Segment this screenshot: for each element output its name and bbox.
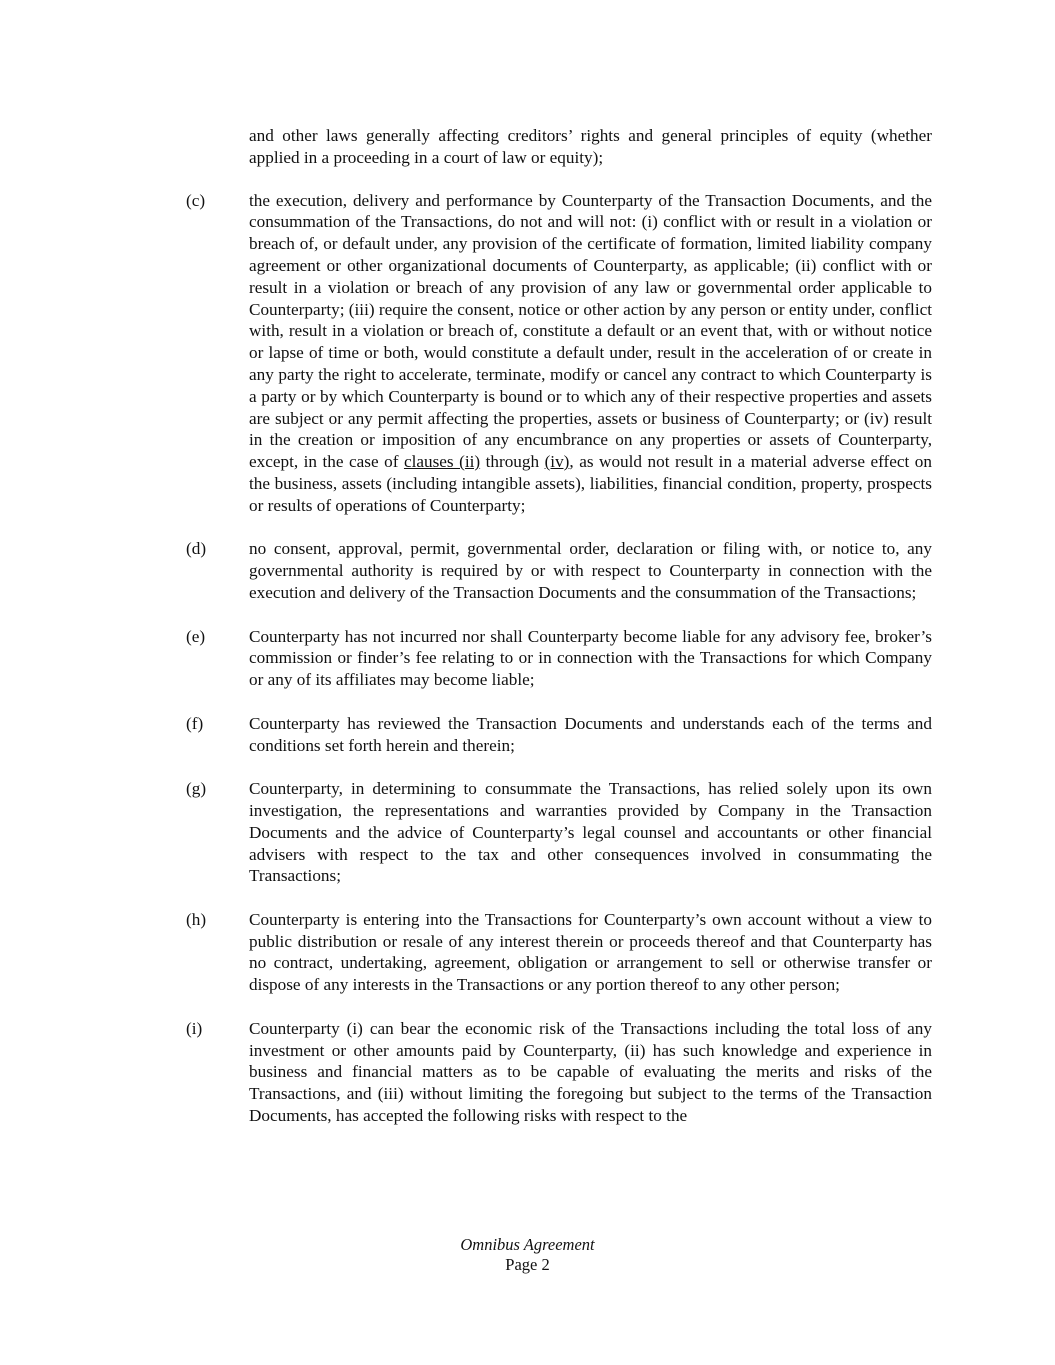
clause-text bbox=[249, 190, 932, 517]
clause-label: (h) bbox=[186, 909, 207, 929]
document-body bbox=[186, 125, 932, 1149]
clause-label: (e) bbox=[186, 626, 206, 646]
clause-text: Counterparty is entering into the Transactions for Counterparty’s own account without a view to public distribution or resale of any interest therein or proceeds thereof and that Counterparty has no contract, undertaking, agreement, obligation or arrangement to sell or otherwise transfer or dispose of any interests in the Transactions or any portion thereof to any other person; bbox=[249, 909, 932, 995]
continuation-paragraph: and other laws generally affecting creditors’ rights and general principles of equity (whether applied in a proceeding in a court of law or equity); bbox=[249, 126, 932, 167]
clause-d bbox=[186, 538, 932, 603]
clause-label: (c) bbox=[186, 190, 206, 210]
clause-reference: (iv) bbox=[544, 452, 570, 472]
clause-reference: clauses (ii) bbox=[403, 452, 481, 472]
clause-text: Counterparty, in determining to consummate the Transactions, has relied solely upon its own investigation, the representations and warranties provided by Company in the Transaction Documents and the advice of Counterparty’s legal counsel and accountants or other financial advisers with respect to the tax and other consequences involved in consummating the Transactions; bbox=[249, 779, 932, 886]
clause-text: Counterparty (i) can bear the economic risk of the Transactions including the total loss of any investment or other amounts paid by Counterparty, (ii) has such knowledge and experience in business and financial matters as to be capable of evaluating the merits and risks of the Transactions, and (iii) without limiting the foregoing but subject to the terms of the Transaction Documents, has accepted the following risks with respect to the bbox=[249, 1018, 932, 1126]
clause-text: Counterparty has reviewed the Transaction Documents and understands each of the terms and conditions set forth herein and therein; bbox=[249, 713, 932, 755]
clause-text-part: , as would not result in a material adverse effect on the business, assets (including intangible assets), liabilities, financial condition, property, prospects or results of operations of Counterparty; bbox=[249, 452, 932, 515]
clause-g bbox=[186, 778, 932, 887]
footer-document-title: Omnibus Agreement bbox=[460, 1235, 595, 1254]
clause-text-part: through bbox=[480, 452, 545, 472]
clause-h bbox=[186, 909, 932, 996]
footer-page-number: Page 2 bbox=[505, 1255, 550, 1274]
clause-text: no consent, approval, permit, governmental order, declaration or filing with, or notice to, any governmental authority is required by or with respect to Counterparty in connection with the execution and delivery of the Transaction Documents and the consummation of the Transactions; bbox=[249, 539, 932, 602]
page-footer bbox=[0, 1235, 1055, 1275]
clause-c bbox=[186, 190, 932, 517]
clause-label: (g) bbox=[186, 779, 207, 799]
clause-i bbox=[186, 1018, 932, 1127]
clause-e bbox=[186, 626, 932, 691]
clause-label: (i) bbox=[186, 1018, 203, 1038]
clause-f bbox=[186, 713, 932, 757]
clause-text-part: the execution, delivery and performance by Counterparty of the Transaction Documents, and the consummation of the Transactions, do not and will not: (i) conflict with or result in a violation or breach of, or default under, any provision of the certificate of formation, limited liability company agreement or other organizational documents of Counterparty, as applicable; (ii) conflict with or result in a violation or breach of any provision of any law or governmental order applicable to Counterparty; (iii) require the consent, notice or other action by any person or entity under, conflict with, result in a violation or breach of, constitute a default or an event that, with or without notice or lapse of time or both, would constitute a default under, result in the acceleration of or create in any party the right to accelerate, terminate, modify or cancel any contract to which Counterparty is a party or by which Counterparty is bound or to which any of their respective properties and assets are subject or any permit affecting the properties, assets or business of Counterparty; or (iv) result in the creation or imposition of any encumbrance on any properties or assets of Counterparty, except, in the case of bbox=[249, 190, 932, 472]
clause-text: Counterparty has not incurred nor shall Counterparty become liable for any advisory fee, broker’s commission or finder’s fee relating to or in connection with the Transactions for which Company or any of its affiliates may become liable; bbox=[249, 626, 932, 690]
clause-label: (f) bbox=[186, 713, 204, 733]
clause-label: (d) bbox=[186, 539, 207, 559]
